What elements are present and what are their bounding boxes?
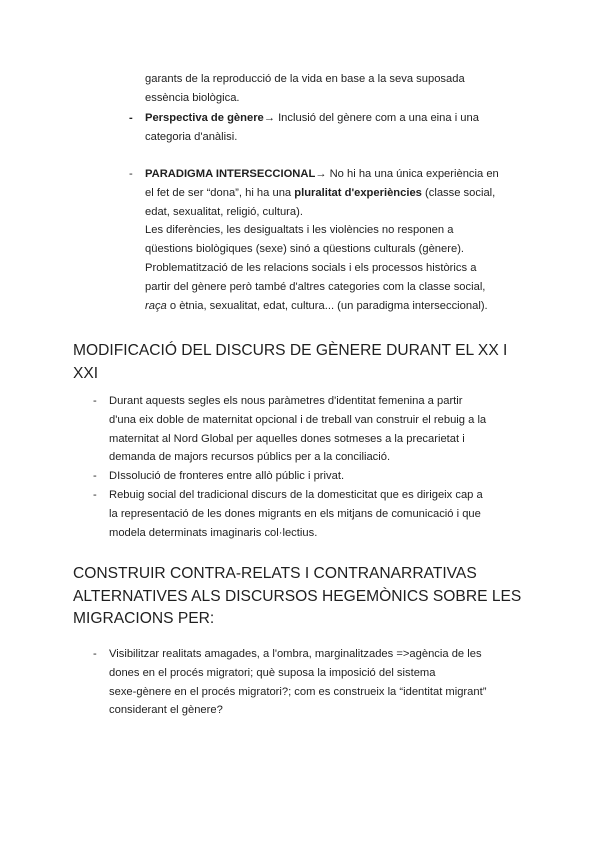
text-line: maternitat al Nord Global per aquelles dones sotmeses a la precarietat i [109,432,465,445]
text-line: dones en el procés migratori; què suposa la imposició del sistema [109,666,436,679]
text-line: Visibilitzar realitats amagades, a l'ombra, marginalitzades =>agència de les [109,648,482,660]
text-line: la representació de les dones migrants en els mitjans de comunicació i que [109,507,481,520]
bullet-item [109,645,486,720]
text-run: → No hi ha una única experiència en [315,168,499,180]
bullet-dash: - [129,112,133,124]
text-line: Problematització de les relacions socials i els processos històrics a [145,261,477,274]
text-line: Rebuig social del tradicional discurs de la domesticitat que es dirigeix cap a [109,489,483,501]
bullet-dash: - [93,395,97,407]
bullet-perspectiva-genere [145,109,479,147]
text-line: DIssolució de fronteres entre allò públic i privat. [109,470,345,482]
bullet-dash: - [93,470,97,482]
bullet-dash: - [93,648,97,660]
text-line [145,109,479,128]
text-line: demanda de majors recursos públics per a la conciliació. [109,451,391,464]
heading-line: MIGRACIONS PER: [73,610,215,627]
text-line: modela determinats imaginaris col·lectius. [109,526,318,539]
heading-line: ALTERNATIVES ALS DISCURSOS HEGEMÒNICS SOBRE LES [73,587,522,605]
text-run: el fet de ser “dona”, hi ha una [145,186,295,199]
bullet-item [109,486,483,542]
text-line [145,165,499,184]
section-heading-construir [73,563,521,631]
text-line: partir del gènere però també d'altres categories com la classe social, [145,280,486,293]
bullet-paradigma-interseccional [145,165,499,315]
text-line: edat, sexualitat, religió, cultura). [145,205,303,218]
continued-paragraph [145,70,465,108]
text-run: o ètnia, sexualitat, edat, cultura... (un paradigma interseccional). [166,299,488,312]
bullet-dash: - [129,168,133,180]
bold-term: pluralitat d'experiències [294,186,422,199]
text-line: considerant el gènere? [109,704,223,717]
heading-line: CONSTRUIR CONTRA-RELATS I CONTRANARRATIVAS [73,565,477,582]
text-line: qüestions biològiques (sexe) sinó a qüestions culturals (gènere). [145,243,465,256]
heading-line: XXI [73,364,99,382]
heading-line: MODIFICACIÓ DEL DISCURS DE GÈNERE DURANT EL XX I [73,342,508,359]
text-line: Les diferències, les desigualtats i les violències no responen a [145,224,454,237]
italic-term: raça [145,299,167,312]
text-line: d'una eix doble de maternitat opcional i de treball van construir el rebuig a la [109,413,487,426]
text-line: categoria d'anàlisi. [145,130,238,143]
text-run: (classe social, [421,186,496,199]
bullet-item [109,392,486,467]
bold-term: PARADIGMA INTERSECCIONAL [145,168,316,180]
text-line [145,297,499,316]
text-line: sexe-gènere en el procés migratori?; com es construeix la “identitat migrant” [109,685,487,698]
bullet-item [109,467,344,486]
section-heading-modificacio [73,340,507,385]
text-line: garants de la reproducció de la vida en base a la seva suposada [145,73,465,85]
text-run: → Inclusió del gènere com a una eina i una [263,112,479,124]
bullet-dash: - [93,489,97,501]
bold-term: Perspectiva de gènere [145,112,264,124]
text-line: essència biològica. [145,91,240,104]
text-line: Durant aquests segles els nous paràmetres d'identitat femenina a partir [109,395,463,407]
text-line [145,184,499,203]
